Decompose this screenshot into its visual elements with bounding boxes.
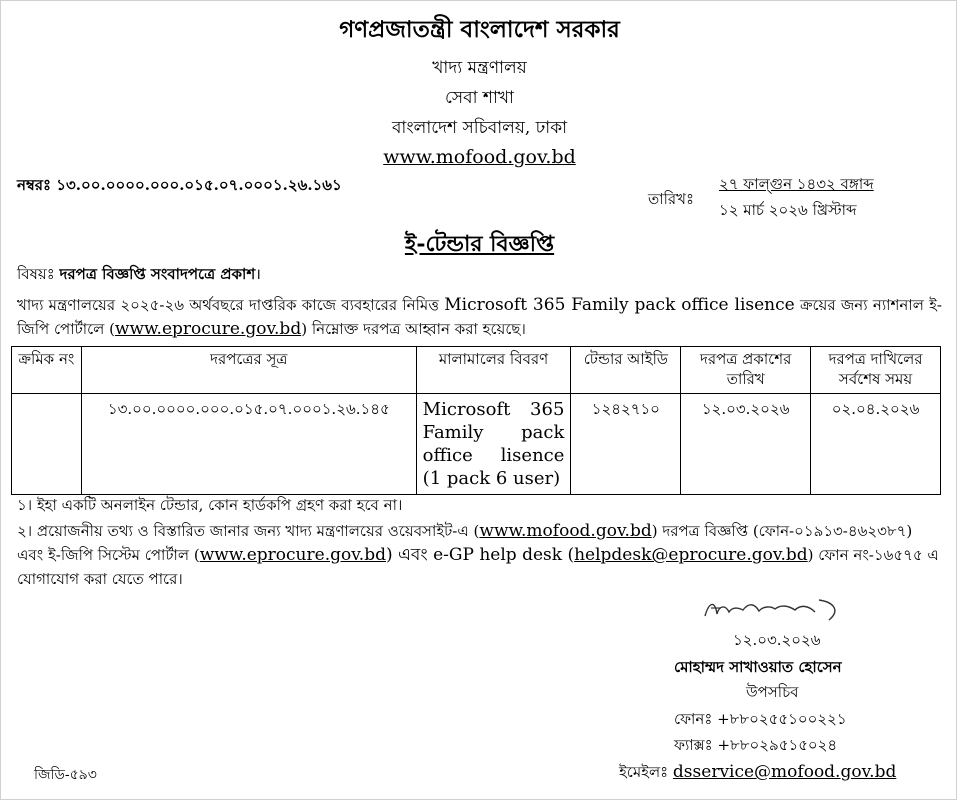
helpdesk-email-link[interactable]: helpdesk@eprocure.gov.bd <box>574 545 808 565</box>
header-tender-id: টেন্ডার আইডি <box>571 347 681 394</box>
intro-text-3: ) নিম্নোক্ত দরপত্র আহ্বান করা হয়েছে। <box>301 320 526 338</box>
notice-title <box>1 227 957 264</box>
eprocure-link[interactable]: www.eprocure.gov.bd <box>114 319 302 339</box>
email-link[interactable]: dsservice@mofood.gov.bd <box>672 762 897 782</box>
cell-item: Microsoft 365 Family pack office lisence (1 pack 6 user) <box>416 394 571 495</box>
memo-value: ১৩.০০.০০০০.০০০.০১৫.০৭.০০০১.২৬.১৬১ <box>56 176 342 194</box>
subject-line <box>17 263 261 288</box>
intro-text-2: ক্রয়ের জন্য ন্যাশনাল ই-জিপি পোর্টালে ( <box>17 296 942 338</box>
header-publish-date: দরপত্র প্রকাশের তারিখ <box>681 347 811 394</box>
subject-label: বিষয়ঃ <box>17 265 55 283</box>
intro-paragraph <box>17 293 942 341</box>
note2-text-c: ) এবং e-GP help desk ( <box>385 545 575 565</box>
tender-table <box>11 346 941 495</box>
gd-number: জিডি-৫৯৩ <box>34 767 97 783</box>
table-row <box>12 394 941 495</box>
table-header-row <box>12 347 941 394</box>
note-1: ১। ইহা একটি অনলাইন টেন্ডার, কোন হার্ডকপি গ্রহণ করা হবে না। <box>17 496 403 514</box>
signatory-name: মোহাম্মদ সাখাওয়াত হোসেন <box>674 658 842 676</box>
email-label: ইমেইলঃ <box>619 763 669 781</box>
header-serial: ক্রমিক নং <box>12 347 82 394</box>
office-address: বাংলাদেশ সচিবালয়, ঢাকা <box>391 118 568 138</box>
branch-name: সেবা শাখা <box>444 88 514 108</box>
note2-text-d: ) ফোন নং-১৬৫৭৫ এ যোগাযোগ করা যেতে পারে। <box>17 546 939 588</box>
signatory-email <box>619 761 896 786</box>
signatory-fax: ফ্যাক্সঃ +৮৮০২৯৫১৫০২৪ <box>674 736 838 754</box>
subject-end: । <box>255 265 261 283</box>
note2-text-a: ২। প্রয়োজনীয় তথ্য ও বিস্তারিত জানার জন্য খাদ্য মন্ত্রণালয়ের ওয়েবসাইট-এ ( <box>17 522 480 540</box>
mofood-link[interactable]: www.mofood.gov.bd <box>479 521 652 541</box>
notice-title-text: ই-টেন্ডার বিজ্ঞপ্তি <box>404 231 555 257</box>
memo-number <box>17 174 342 199</box>
signatory-date: ১২.০৩.২০২৬ <box>733 631 821 649</box>
ministry-website-link[interactable]: www.mofood.gov.bd <box>383 146 576 168</box>
date-english: ১২ মার্চ ২০২৬ খ্রিস্টাব্দ <box>719 201 857 219</box>
date-label: তারিখঃ <box>648 190 694 208</box>
cell-serial <box>12 394 82 495</box>
header-item: মালামালের বিবরণ <box>416 347 571 394</box>
signatory-phone: ফোনঃ +৮৮০২৫৫১০০২২১ <box>674 710 847 728</box>
note-2 <box>17 519 942 591</box>
government-name: গণপ্রজাতন্ত্রী বাংলাদেশ সরকার <box>339 16 620 43</box>
ministry-name: খাদ্য মন্ত্রণালয় <box>432 58 527 78</box>
subject-text: দরপত্র বিজ্ঞপ্তি সংবাদপত্রে প্রকাশ <box>59 265 256 283</box>
memo-label: নম্বরঃ <box>17 176 52 194</box>
header-last-date: দরপত্র দাখিলের সর্বশেষ সময় <box>811 347 941 394</box>
signatory-designation: উপসচিব <box>746 683 799 701</box>
intro-text-1: খাদ্য মন্ত্রণালয়ের ২০২৫-২৬ অর্থবছরে দাপ্তরিক কাজে ব্যবহারের নিমিত্ত <box>17 296 439 314</box>
cell-reference: ১৩.০০.০০০০.০০০.০১৫.০৭.০০০১.২৬.১৪৫ <box>81 394 416 495</box>
eprocure-portal-link[interactable]: www.eprocure.gov.bd <box>199 545 386 565</box>
header-reference: দরপত্রের সূত্র <box>81 347 416 394</box>
cell-tender-id: ১২৪২৭১০ <box>571 394 681 495</box>
cell-publish-date: ১২.০৩.২০২৬ <box>681 394 811 495</box>
intro-product: Microsoft 365 Family pack office lisence <box>444 295 795 315</box>
date-bangla: ২৭ ফাল্গুন ১৪৩২ বঙ্গাব্দ <box>719 175 874 193</box>
cell-last-date: ০২.০৪.২০২৬ <box>811 394 941 495</box>
note2-text-b: ) দরপত্র বিজ্ঞপ্তি (ফোন-০১৯১৩-৪৬২৩৮৭) এবং ই-জিপি সিস্টেম পোর্টাল ( <box>17 522 913 564</box>
signature-image <box>701 594 861 626</box>
